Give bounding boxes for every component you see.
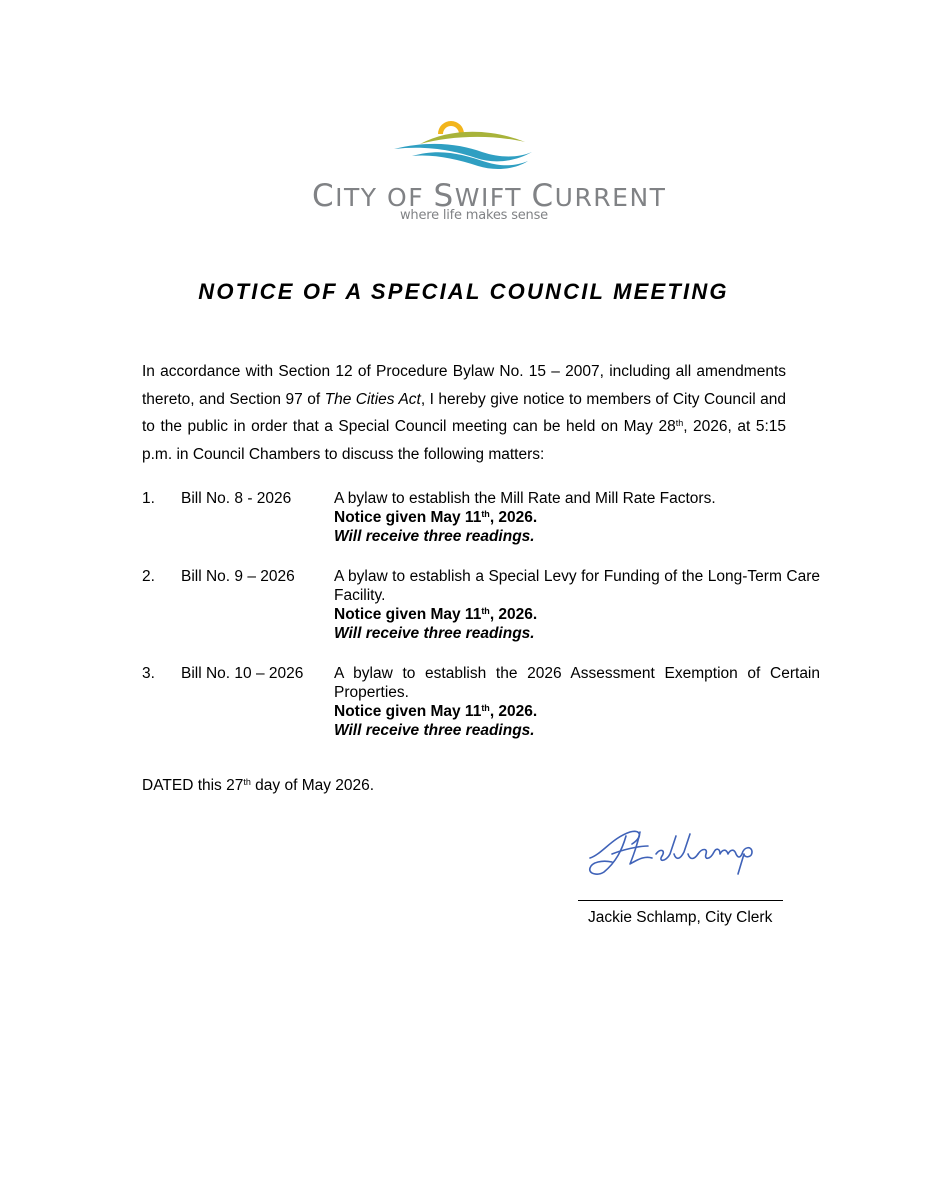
item-description: A bylaw to establish the Mill Rate and Mill Rate Factors. [334,490,716,507]
item-description-block [334,567,820,643]
item-description-block [334,664,820,740]
dated-line: DATED this 27th day of May 2026. [142,777,375,794]
item-description: A bylaw to establish the 2026 Assessment Exemption of Certain Properties. [334,665,820,701]
sun-and-waves-icon [390,112,540,174]
readings-note: Will receive three readings. [334,722,535,739]
bill-number: Bill No. 9 – 2026 [181,568,295,585]
item-description: A bylaw to establish a Special Levy for Funding of the Long-Term Care Facility. [334,568,820,604]
bill-number: Bill No. 10 – 2026 [181,665,304,682]
item-description-block [334,489,820,546]
notice-title: NOTICE OF A SPECIAL COUNCIL MEETING [198,279,729,304]
item-number: 1. [142,490,155,507]
act-name: The Cities Act [324,390,421,408]
handwritten-signature [582,824,782,885]
notice-given: Notice given May 11th, 2026. [334,703,538,720]
item-number: 2. [142,568,155,585]
signature-line [578,900,783,901]
logo-city-name: CITY OF SWIFT CURRENT [312,178,667,214]
signer-name: Jackie Schlamp, City Clerk [588,909,773,926]
logo-tagline: where life makes sense [400,208,548,223]
readings-note: Will receive three readings. [334,625,535,642]
notice-given: Notice given May 11th, 2026. [334,606,538,623]
item-number: 3. [142,665,155,682]
bill-number: Bill No. 8 - 2026 [181,490,292,507]
intro-paragraph: In accordance with Section 12 of Procedure Bylaw No. 15 – 2007, including all amendments thereto, and Section 97 of The Cities Act, I hereby give notice to members of City Council and to the public in order that a Special Council meeting can be held on May 28th, 2026, at 5:15 p.m. in Council Chambers to discuss the following matters: [142,363,786,463]
city-logo [300,112,667,232]
notice-given: Notice given May 11th, 2026. [334,509,538,526]
readings-note: Will receive three readings. [334,528,535,545]
